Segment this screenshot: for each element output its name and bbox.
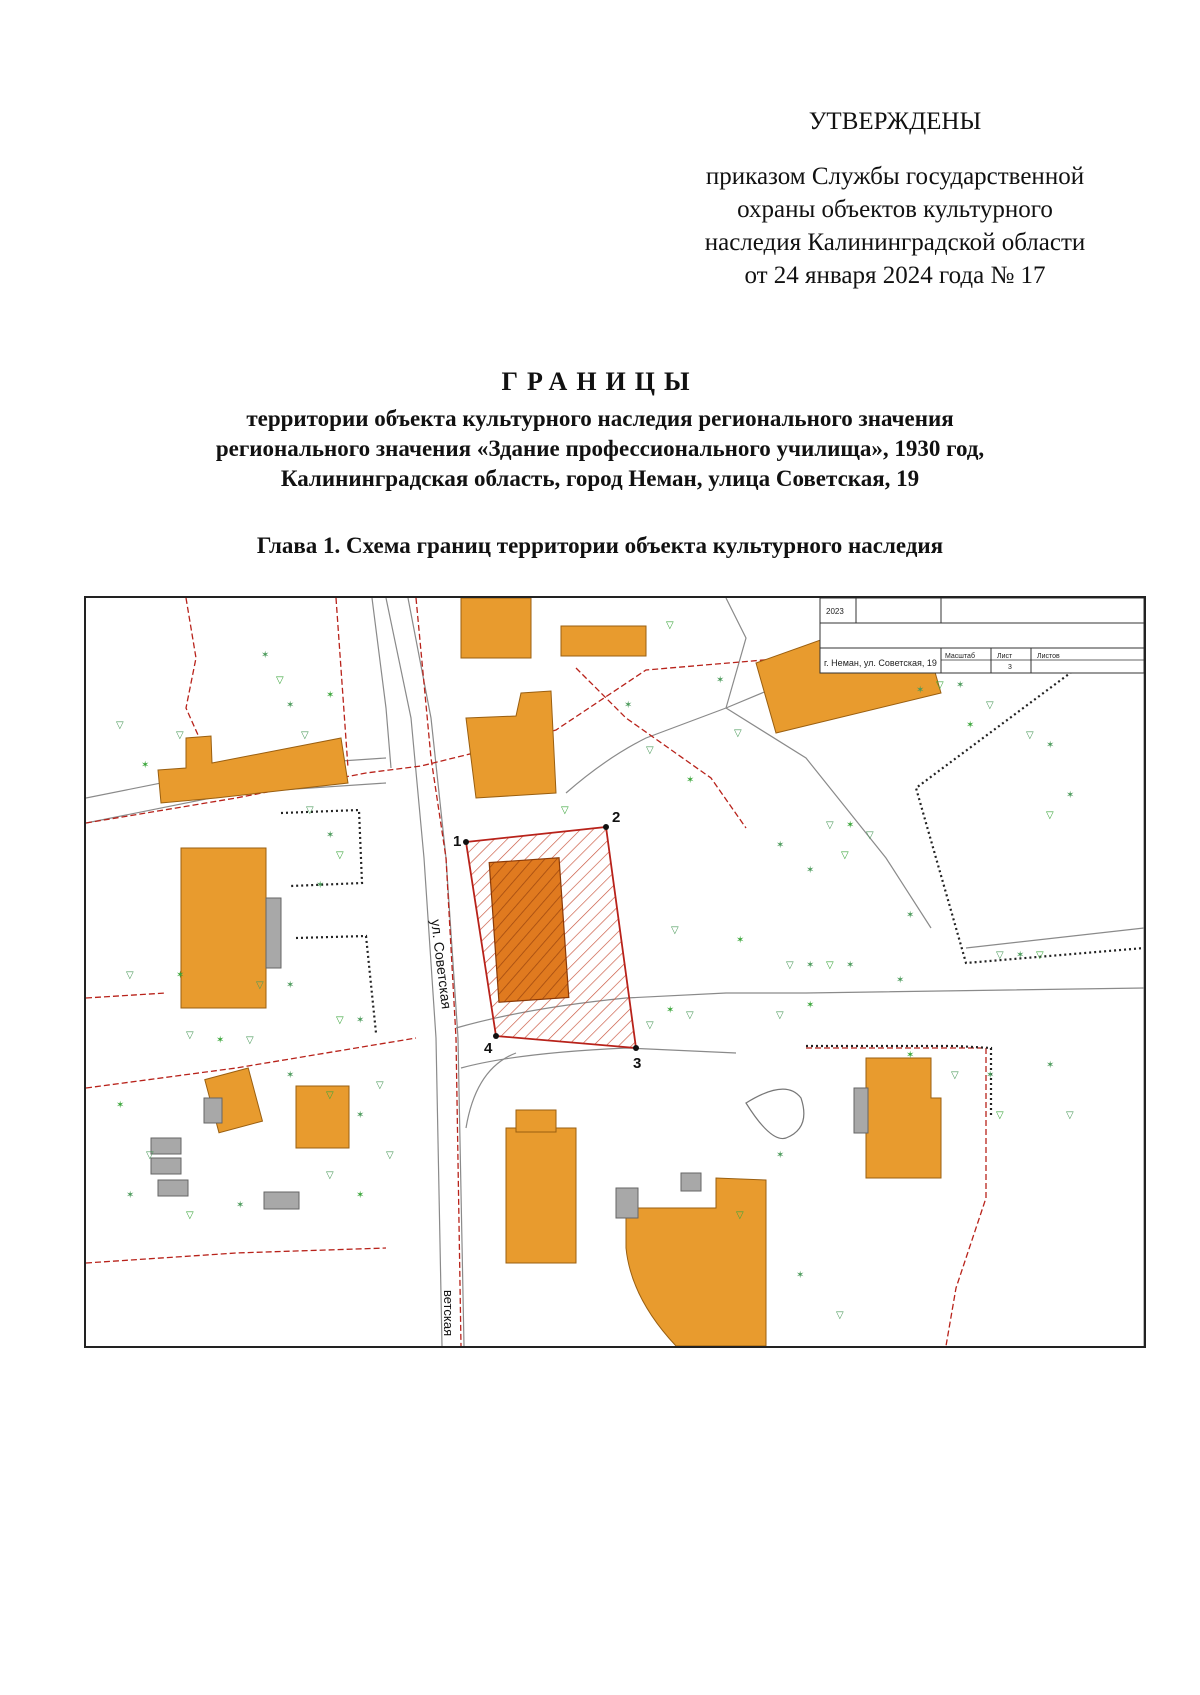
tree-icon: ▽	[256, 980, 264, 991]
title-block-location: г. Неман, ул. Советская, 19	[824, 658, 937, 668]
grass-icon: ✶	[776, 1150, 785, 1161]
grass-icon: ✶	[1046, 1060, 1055, 1071]
point-label-3: 3	[633, 1055, 642, 1072]
subtitle-line-3: Калининградская область, город Неман, улица Советская, 19	[280, 466, 920, 491]
approval-block	[660, 105, 1130, 292]
approval-title: УТВЕРЖДЕНЫ	[808, 108, 982, 135]
grass-icon: ✶	[806, 1000, 815, 1011]
grass-icon: ✶	[846, 820, 855, 831]
tree-icon: ▽	[996, 1110, 1004, 1121]
grass-icon: ✶	[141, 760, 150, 771]
tree-icon: ▽	[836, 1310, 844, 1321]
tree-icon: ▽	[646, 745, 654, 756]
tree-icon: ▽	[301, 730, 309, 741]
building	[866, 1058, 941, 1178]
tree-icon: ▽	[936, 680, 944, 691]
tree-icon: ▽	[1046, 810, 1054, 821]
grass-icon: ✶	[326, 830, 335, 841]
grass-icon: ✶	[736, 935, 745, 946]
tree-icon: ▽	[866, 830, 874, 841]
title-block	[820, 598, 1144, 673]
grass-icon: ✶	[286, 980, 295, 991]
boundary-point-icon	[633, 1045, 639, 1051]
tree-icon: ▽	[776, 1010, 784, 1021]
tree-icon: ▽	[734, 728, 742, 739]
tree-icon: ▽	[736, 1210, 744, 1221]
tree-icon: ▽	[841, 850, 849, 861]
grass-icon: ✶	[966, 720, 975, 731]
approval-line-2: охраны объектов культурного	[737, 196, 1053, 223]
gray-building	[616, 1188, 638, 1218]
grass-icon: ✶	[806, 960, 815, 971]
point-label-1: 1	[453, 833, 462, 850]
point-label-4: 4	[484, 1040, 493, 1057]
grass-icon: ✶	[326, 690, 335, 701]
gray-building	[266, 898, 281, 968]
document-title: ГРАНИЦЫ	[501, 367, 699, 396]
gray-building	[151, 1158, 181, 1174]
tree-icon: ▽	[561, 805, 569, 816]
grass-icon: ✶	[116, 1100, 125, 1111]
tree-icon: ▽	[326, 1170, 334, 1181]
tree-icon: ▽	[116, 720, 124, 731]
grass-icon: ✶	[356, 1015, 365, 1026]
gray-building	[264, 1192, 299, 1209]
grass-icon: ✶	[846, 960, 855, 971]
grass-icon: ✶	[806, 865, 815, 876]
tree-icon: ▽	[646, 1020, 654, 1031]
grass-icon: ✶	[261, 650, 270, 661]
tree-icon: ▽	[666, 620, 674, 631]
title-block-sheet-number: 3	[1008, 664, 1012, 671]
tree-icon: ▽	[826, 820, 834, 831]
tree-icon: ▽	[176, 730, 184, 741]
grass-icon: ✶	[1016, 950, 1025, 961]
tree-icon: ▽	[186, 1030, 194, 1041]
tree-icon: ▽	[826, 960, 834, 971]
building	[516, 1110, 556, 1132]
grass-icon: ✶	[986, 1070, 995, 1081]
grass-icon: ✶	[896, 975, 905, 986]
street-label: ул. Советская	[428, 918, 455, 1010]
grass-icon: ✶	[624, 700, 633, 711]
title-block-scale: Масштаб	[945, 653, 975, 660]
title-block-sheets: Листов	[1037, 653, 1060, 660]
tree-icon: ▽	[306, 805, 314, 816]
tree-icon: ▽	[126, 970, 134, 981]
building	[561, 626, 646, 656]
heritage-building	[489, 858, 569, 1003]
grass-icon: ✶	[666, 1005, 675, 1016]
grass-icon: ✶	[176, 970, 185, 981]
grass-icon: ✶	[1046, 740, 1055, 751]
tree-icon: ▽	[186, 1210, 194, 1221]
title-block-year: 2023	[826, 607, 844, 616]
approval-line-1: приказом Службы государственной	[705, 163, 1085, 190]
subtitle-line-2: регионального значения «Здание профессионального училища», 1930 год,	[215, 436, 985, 461]
tree-icon: ▽	[146, 1150, 154, 1161]
boundary-map	[84, 596, 1146, 1348]
building	[181, 848, 266, 1008]
tree-icon: ▽	[336, 1015, 344, 1026]
document-subtitle	[80, 404, 1120, 494]
grass-icon: ✶	[126, 1190, 135, 1201]
tree-icon: ▽	[1036, 950, 1044, 961]
building	[296, 1086, 349, 1148]
grass-icon: ✶	[236, 1200, 245, 1211]
grass-icon: ✶	[796, 1270, 805, 1281]
approval-line-3: наследия Калининградской области	[704, 229, 1086, 256]
point-label-2: 2	[612, 809, 621, 826]
chapter-title: Глава 1. Схема границ территории объекта культурного наследия	[256, 533, 944, 558]
gray-building	[681, 1173, 701, 1191]
tree-icon: ▽	[986, 700, 994, 711]
grass-icon: ✶	[356, 1190, 365, 1201]
tree-icon: ▽	[376, 1080, 384, 1091]
tree-icon: ▽	[671, 925, 679, 936]
street-label-lower: ветская	[441, 1290, 456, 1337]
grass-icon: ✶	[316, 880, 325, 891]
tree-icon: ▽	[386, 1150, 394, 1161]
grass-icon: ✶	[956, 680, 965, 691]
grass-icon: ✶	[286, 700, 295, 711]
gray-building	[158, 1180, 188, 1196]
tree-icon: ▽	[276, 675, 284, 686]
grass-icon: ✶	[906, 1050, 915, 1061]
gray-building	[204, 1098, 222, 1123]
boundary-point-icon	[463, 839, 469, 845]
tree-icon: ▽	[326, 1090, 334, 1101]
tree-icon: ▽	[786, 960, 794, 971]
tree-icon: ▽	[686, 1010, 694, 1021]
gray-building	[854, 1088, 868, 1133]
grass-icon: ✶	[1066, 790, 1075, 801]
building	[506, 1128, 576, 1263]
subtitle-line-1: территории объекта культурного наследия регионального значения	[246, 406, 954, 431]
grass-icon: ✶	[686, 775, 695, 786]
grass-icon: ✶	[776, 840, 785, 851]
tree-icon: ▽	[951, 1070, 959, 1081]
tree-icon: ▽	[246, 1035, 254, 1046]
approval-line-4: от 24 января 2024 года № 17	[744, 262, 1046, 289]
boundary-point-icon	[603, 824, 609, 830]
grass-icon: ✶	[906, 910, 915, 921]
tree-icon: ▽	[1066, 1110, 1074, 1121]
grass-icon: ✶	[716, 675, 725, 686]
tree-icon: ▽	[996, 950, 1004, 961]
boundary-point-icon	[493, 1033, 499, 1039]
map-svg	[86, 598, 1144, 1346]
grass-icon: ✶	[286, 1070, 295, 1081]
grass-icon: ✶	[916, 685, 925, 696]
title-block-sheet: Лист	[997, 653, 1013, 660]
tree-icon: ▽	[1026, 730, 1034, 741]
grass-icon: ✶	[216, 1035, 225, 1046]
grass-icon: ✶	[356, 1110, 365, 1121]
tree-icon: ▽	[336, 850, 344, 861]
gray-building	[151, 1138, 181, 1154]
building	[461, 598, 531, 658]
